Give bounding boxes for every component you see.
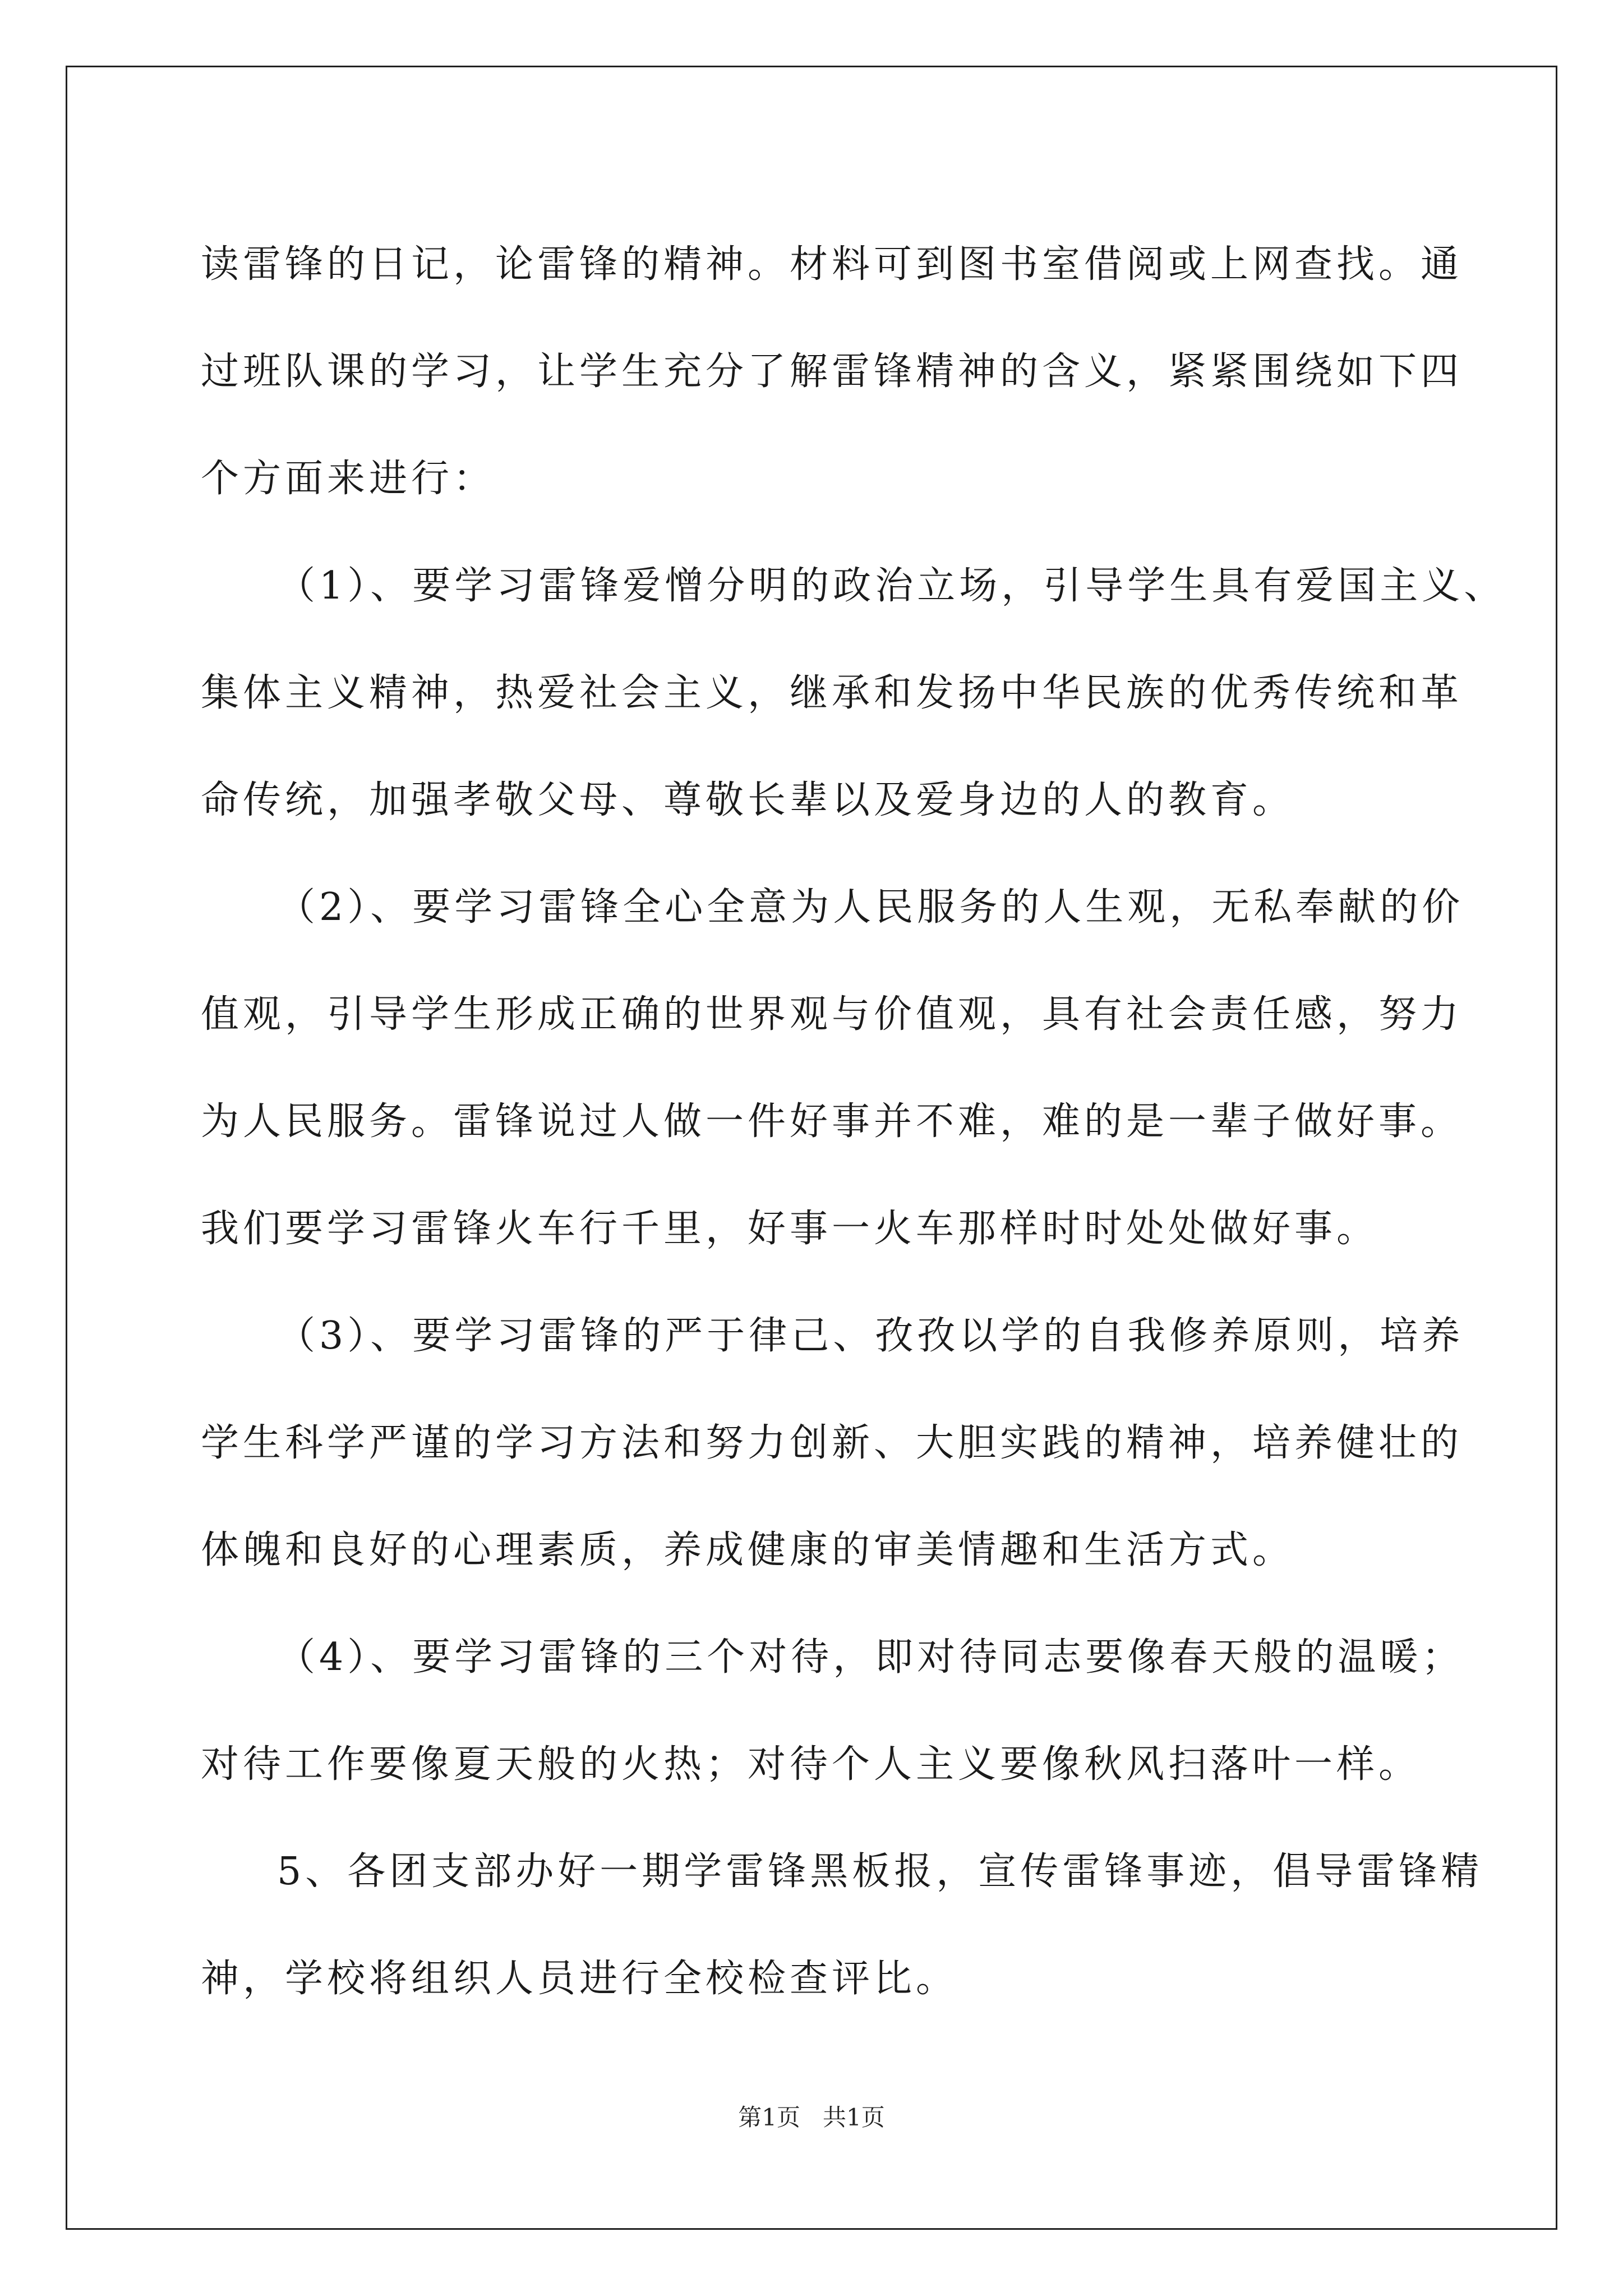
text-line: 神，学校将组织人员进行全校检查评比。 <box>201 1957 958 2001</box>
text-line: 集体主义精神，热爱社会主义，继承和发扬中华民族的优秀传统和革 <box>201 671 1463 715</box>
paragraph-start-line: （4）、要学习雷锋的三个对待，即对待同志要像春天般的温暖； <box>277 1635 1464 1680</box>
text-line: 对待工作要像夏天般的火热；对待个人主义要像秋风扫落叶一样。 <box>201 1742 1421 1787</box>
page-total: 共1页 <box>823 2104 885 2131</box>
text-line: 我们要学习雷锋火车行千里，好事一火车那样时时处处做好事。 <box>201 1207 1379 1251</box>
text-line: 读雷锋的日记，论雷锋的精神。材料可到图书室借阅或上网查找。通 <box>201 242 1463 287</box>
paragraph-start-line: （2）、要学习雷锋全心全意为人民服务的人生观，无私奉献的价 <box>277 885 1464 930</box>
text-line: 过班队课的学习，让学生充分了解雷锋精神的含义，紧紧围绕如下四 <box>201 349 1463 394</box>
page-footer <box>0 2099 1623 2133</box>
text-line: 个方面来进行： <box>201 457 496 501</box>
paragraph-start-line: （1）、要学习雷锋爱憎分明的政治立场，引导学生具有爱国主义、 <box>277 564 1506 608</box>
text-line: 值观，引导学生形成正确的世界观与价值观，具有社会责任感，努力 <box>201 992 1463 1037</box>
text-line: 学生科学严谨的学习方法和努力创新、大胆实践的精神，培养健壮的 <box>201 1421 1463 1465</box>
text-line: 为人民服务。雷锋说过人做一件好事并不难，难的是一辈子做好事。 <box>201 1099 1463 1144</box>
text-line: 命传统，加强孝敬父母、尊敬长辈以及爱身边的人的教育。 <box>201 778 1295 822</box>
page-number: 第1页 <box>738 2104 800 2131</box>
paragraph-start-line: 5、各团支部办好一期学雷锋黑板报，宣传雷锋事迹，倡导雷锋精 <box>277 1849 1483 1894</box>
document-body <box>201 211 1506 2032</box>
text-line: 体魄和良好的心理素质，养成健康的审美情趣和生活方式。 <box>201 1528 1295 1572</box>
paragraph-start-line: （3）、要学习雷锋的严于律己、孜孜以学的自我修养原则，培养 <box>277 1314 1464 1358</box>
